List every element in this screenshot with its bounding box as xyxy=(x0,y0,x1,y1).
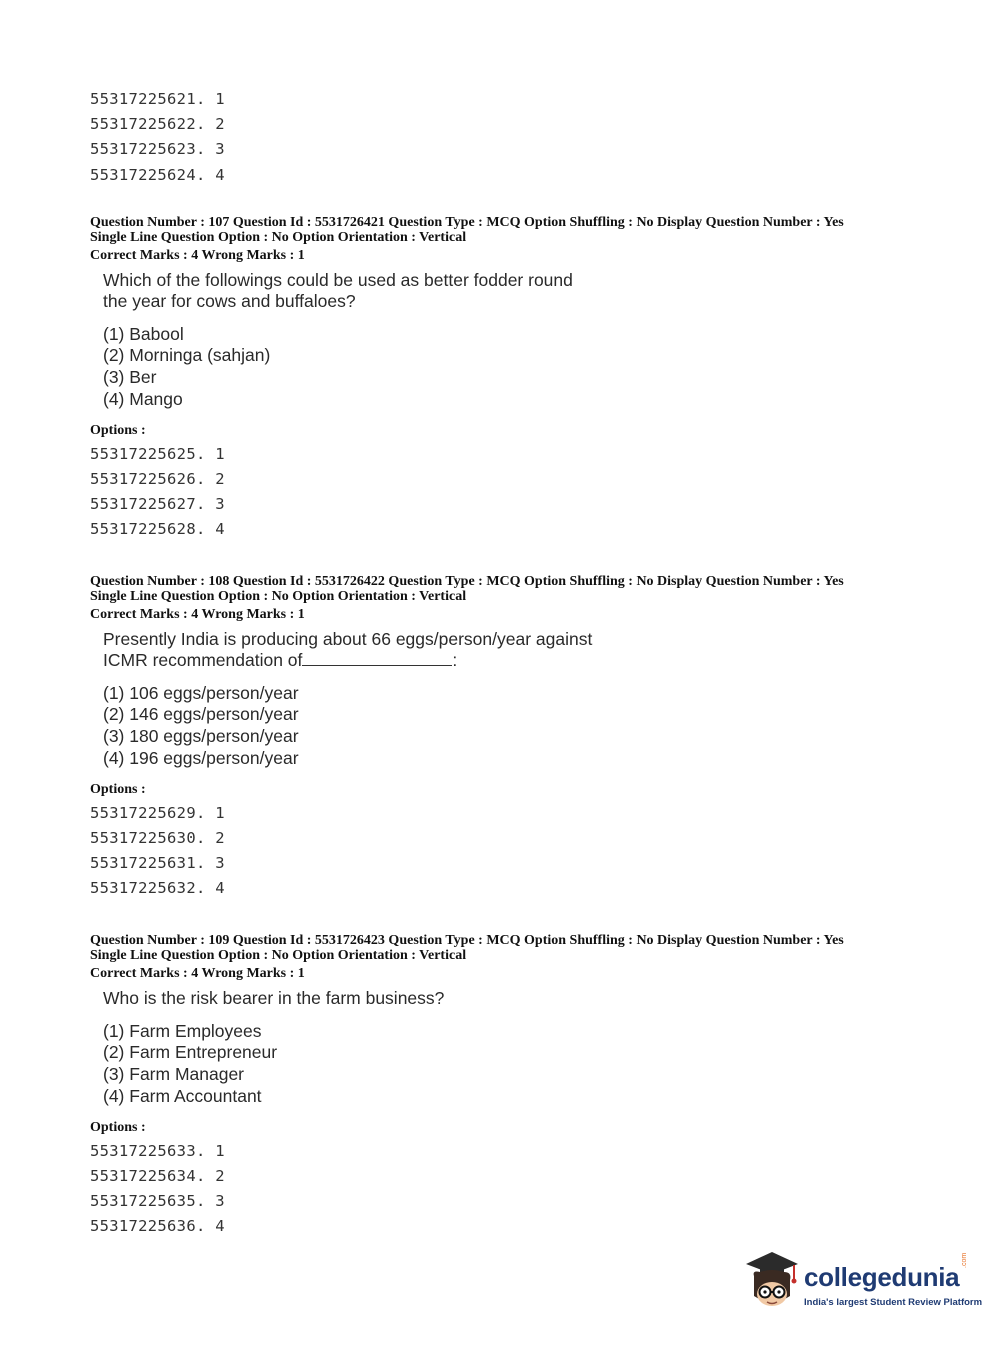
marks-line: Correct Marks : 4 Wrong Marks : 1 xyxy=(90,607,305,622)
question-body xyxy=(103,629,910,770)
question-text xyxy=(103,629,910,671)
option-id-list xyxy=(90,801,910,902)
option-line: 55317225629. 1 xyxy=(90,803,225,822)
options-label: Options : xyxy=(90,1119,146,1135)
answer-choice: (1) Babool xyxy=(103,323,184,344)
option-id-list xyxy=(90,442,910,543)
marks-line: Correct Marks : 4 Wrong Marks : 1 xyxy=(90,966,305,981)
logo-wordmark: collegedunia xyxy=(804,1262,960,1292)
answer-choice: (3) Ber xyxy=(103,367,157,388)
question-text-fragment: : xyxy=(452,649,458,670)
question-text-line: Which of the followings could be used as better fodder round xyxy=(103,269,573,290)
marks-line: Correct Marks : 4 Wrong Marks : 1 xyxy=(90,248,305,263)
answer-choice: (1) Farm Employees xyxy=(103,1020,262,1041)
mascot-icon xyxy=(742,1250,802,1320)
option-id-list xyxy=(90,1139,910,1240)
question-block-107 xyxy=(90,216,910,542)
answer-choice: (3) 180 eggs/person/year xyxy=(103,726,299,747)
option-line: 55317225621. 1 xyxy=(90,90,225,108)
options-label: Options : xyxy=(90,781,146,797)
option-line: 55317225625. 1 xyxy=(90,444,225,463)
option-line: 55317225633. 1 xyxy=(90,1141,225,1160)
question-meta-line: Question Number : 109 Question Id : 5531726423 Question Type : MCQ Option Shuffling : No Display Question Number : Yes xyxy=(90,933,844,948)
fill-in-blank xyxy=(302,650,452,666)
collegedunia-logo xyxy=(742,1250,983,1320)
option-line: 55317225624. 4 xyxy=(90,165,225,184)
option-line: 55317225636. 4 xyxy=(90,1217,225,1236)
answer-choices xyxy=(103,324,910,411)
question-body xyxy=(103,988,910,1108)
question-text-fragment: ICMR recommendation of xyxy=(103,649,303,670)
question-body xyxy=(103,270,910,411)
question-text-line: the year for cows and buffaloes? xyxy=(103,290,356,311)
option-line: 55317225622. 2 xyxy=(90,115,225,134)
answer-choice: (2) Morninga (sahjan) xyxy=(103,345,271,366)
question-block-109 xyxy=(90,934,910,1239)
option-line: 55317225635. 3 xyxy=(90,1192,225,1211)
answer-choice: (2) Farm Entrepreneur xyxy=(103,1042,278,1063)
option-line: 55317225623. 3 xyxy=(90,140,225,159)
logo-domain-suffix: .com xyxy=(961,1252,968,1268)
logo-tagline: India's largest Student Review Platform xyxy=(804,1297,983,1308)
question-meta-line: Single Line Question Option : No Option Orientation : Vertical xyxy=(90,229,467,245)
option-line: 55317225634. 2 xyxy=(90,1166,225,1185)
option-line: 55317225626. 2 xyxy=(90,469,225,488)
answer-choice: (3) Farm Manager xyxy=(103,1064,245,1085)
question-meta-line: Question Number : 107 Question Id : 5531726421 Question Type : MCQ Option Shuffling : No Display Question Number : Yes xyxy=(90,215,844,230)
previous-question-options xyxy=(90,87,225,188)
answer-choices xyxy=(103,1021,910,1108)
question-meta-line: Single Line Question Option : No Option Orientation : Vertical xyxy=(90,947,467,963)
option-line: 55317225627. 3 xyxy=(90,495,225,514)
question-text xyxy=(103,988,910,1009)
answer-choice: (4) Farm Accountant xyxy=(103,1085,262,1106)
option-line: 55317225631. 3 xyxy=(90,854,225,873)
question-block-108 xyxy=(90,575,910,901)
answer-choice: (1) 106 eggs/person/year xyxy=(103,682,299,703)
option-line: 55317225632. 4 xyxy=(90,879,225,898)
question-text-line: Presently India is producing about 66 eggs/person/year against xyxy=(103,628,593,649)
options-label: Options : xyxy=(90,422,146,438)
question-text xyxy=(103,270,910,312)
question-text-line: Who is the risk bearer in the farm business? xyxy=(103,987,445,1008)
answer-choices xyxy=(103,683,910,770)
answer-choice: (4) 196 eggs/person/year xyxy=(103,747,299,768)
question-meta-line: Single Line Question Option : No Option Orientation : Vertical xyxy=(90,588,467,604)
answer-choice: (2) 146 eggs/person/year xyxy=(103,704,299,725)
answer-choice: (4) Mango xyxy=(103,388,183,409)
option-line: 55317225630. 2 xyxy=(90,828,225,847)
question-meta-line: Question Number : 108 Question Id : 5531726422 Question Type : MCQ Option Shuffling : No Display Question Number : Yes xyxy=(90,574,844,589)
question-text-line-with-blank xyxy=(103,650,910,671)
option-line: 55317225628. 4 xyxy=(90,520,225,539)
